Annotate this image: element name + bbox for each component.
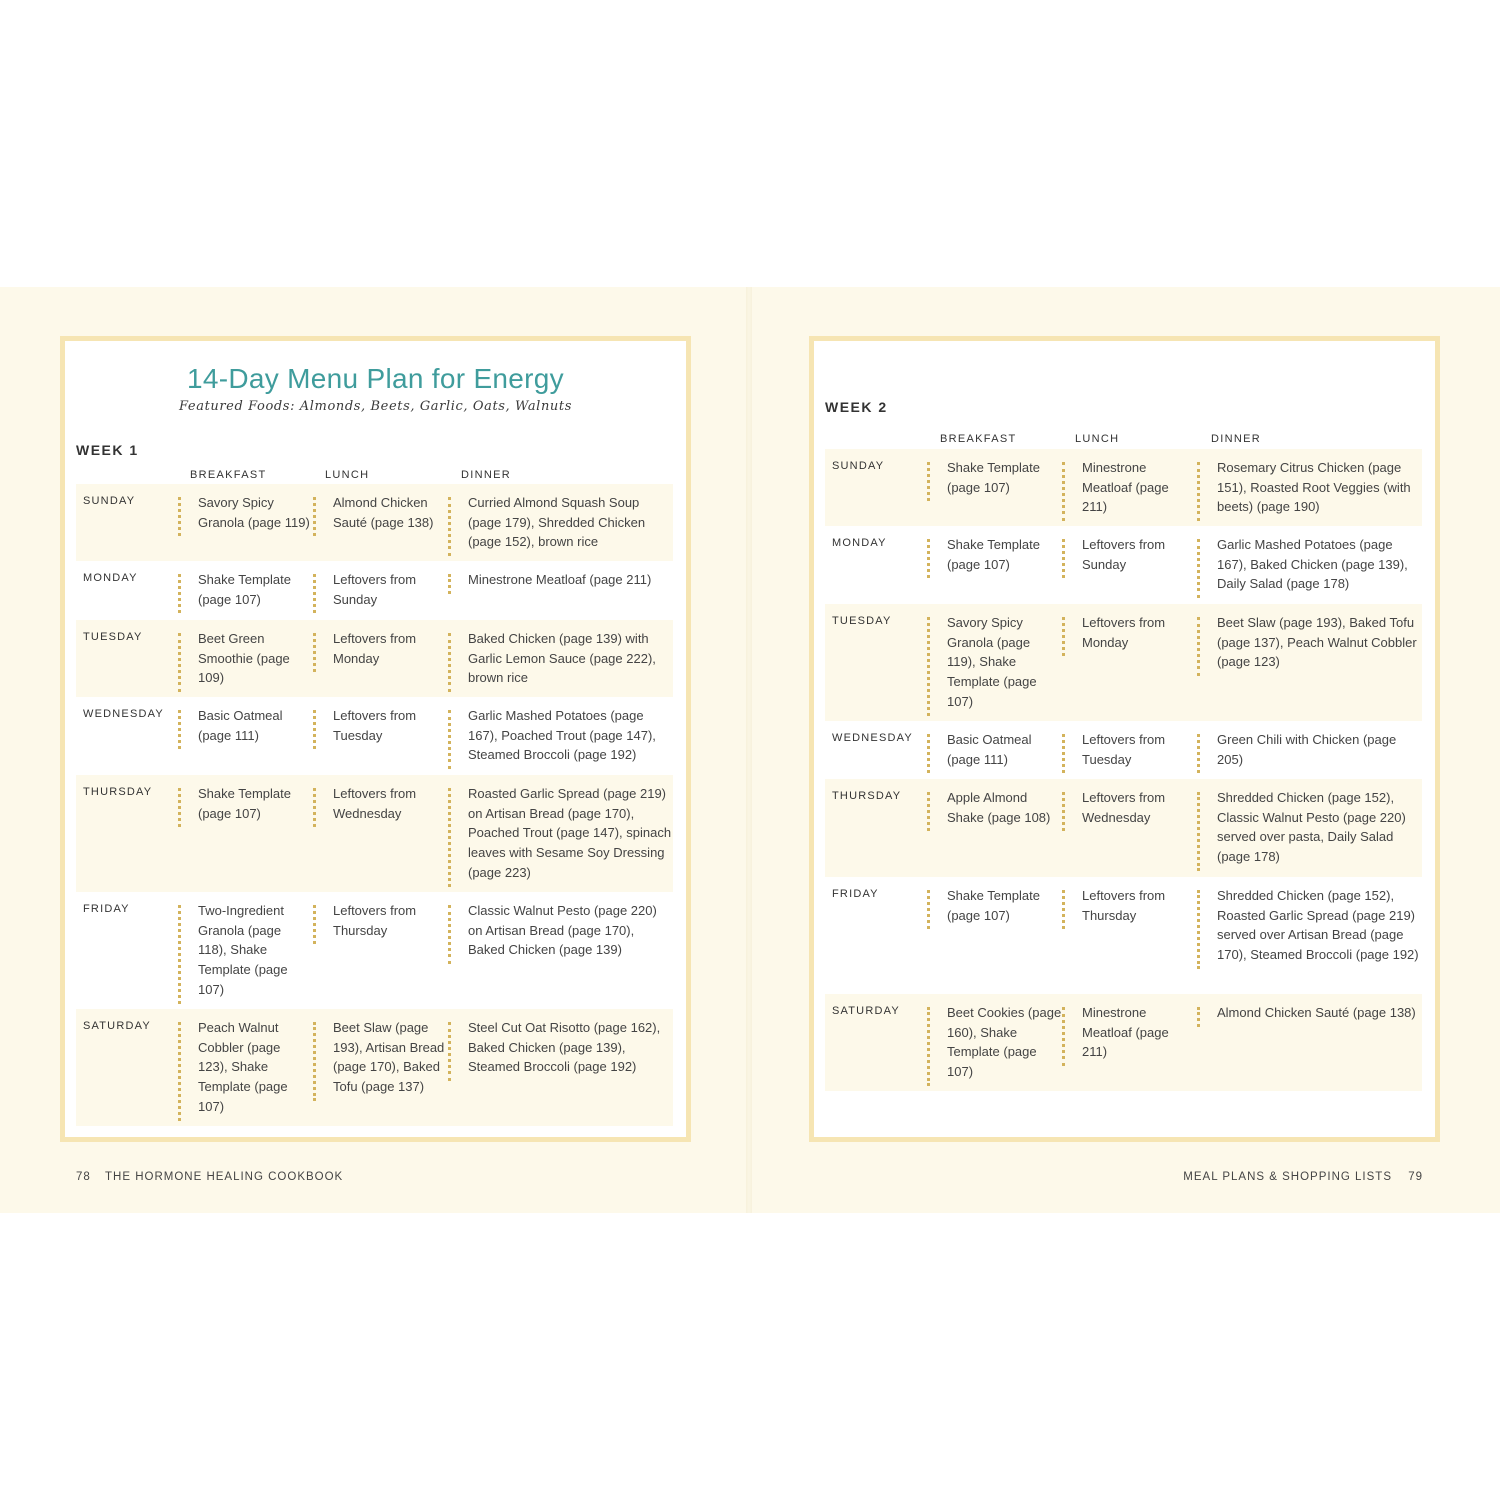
right-page-footer [1183,1171,1423,1183]
table-row [825,721,1422,779]
right-page-frame [809,336,1440,1142]
table-row [825,526,1422,604]
dinner-cell: Roasted Garlic Spread (page 219) on Artisan Bread (page 170), Poached Trout (page 147), spinach leaves with Sesame Soy Dressing (page 223) [448,784,673,883]
day-label: THURSDAY [832,790,902,802]
table-row [76,1009,673,1126]
day-label: MONDAY [832,537,887,549]
table-row [76,484,673,561]
breakfast-cell: Shake Template (page 107) [927,886,1062,925]
day-label: SUNDAY [832,460,885,472]
breakfast-cell: Beet Green Smoothie (page 109) [178,629,313,688]
dinner-cell: Rosemary Citrus Chicken (page 151), Roasted Root Veggies (with beets) (page 190) [1197,458,1422,517]
col-header-lunch: LUNCH [325,469,370,481]
dinner-cell: Green Chili with Chicken (page 205) [1197,730,1422,769]
day-label: SATURDAY [83,1020,151,1032]
table-row [825,604,1422,721]
lunch-cell: Leftovers from Sunday [313,570,448,609]
left-page-footer [76,1171,343,1183]
table-row [825,994,1422,1091]
breakfast-cell: Apple Almond Shake (page 108) [927,788,1062,827]
dinner-cell: Shredded Chicken (page 152), Classic Walnut Pesto (page 220) served over pasta, Daily Salad (page 178) [1197,788,1422,867]
table-row [76,620,673,697]
section-title: MEAL PLANS & SHOPPING LISTS [1183,1171,1392,1183]
breakfast-cell: Two-Ingredient Granola (page 118), Shake Template (page 107) [178,901,313,1000]
lunch-cell: Almond Chicken Sauté (page 138) [313,493,448,532]
week-1-table [76,484,673,1126]
breakfast-cell: Savory Spicy Granola (page 119), Shake Template (page 107) [927,613,1062,712]
breakfast-cell: Shake Template (page 107) [178,570,313,609]
week-2-table [825,449,1422,1091]
lunch-cell: Leftovers from Monday [313,629,448,668]
col-header-breakfast: BREAKFAST [940,433,1017,445]
dinner-cell: Classic Walnut Pesto (page 220) on Artisan Bread (page 170), Baked Chicken (page 139) [448,901,673,960]
book-title: THE HORMONE HEALING COOKBOOK [105,1171,344,1183]
dinner-cell: Minestrone Meatloaf (page 211) [448,570,673,590]
day-label: FRIDAY [832,888,879,900]
week-2-label: WEEK 2 [825,399,888,415]
lunch-cell: Leftovers from Sunday [1062,535,1197,574]
table-row [76,892,673,1009]
left-page-frame [60,336,691,1142]
lunch-cell: Leftovers from Tuesday [313,706,448,745]
table-row [76,775,673,892]
lunch-cell: Leftovers from Tuesday [1062,730,1197,769]
dinner-cell: Curried Almond Squash Soup (page 179), Shredded Chicken (page 152), brown rice [448,493,673,552]
day-label: WEDNESDAY [832,732,913,744]
breakfast-cell: Shake Template (page 107) [178,784,313,823]
page-number: 78 [76,1171,91,1183]
col-header-dinner: DINNER [1211,433,1261,445]
table-row [76,697,673,775]
table-row [825,779,1422,877]
week-1-label: WEEK 1 [76,442,139,458]
breakfast-cell: Shake Template (page 107) [927,458,1062,497]
day-label: THURSDAY [83,786,153,798]
dinner-cell: Baked Chicken (page 139) with Garlic Lemon Sauce (page 222), brown rice [448,629,673,688]
table-row [76,561,673,620]
day-label: TUESDAY [832,615,892,627]
page-title: 14-Day Menu Plan for Energy [187,363,564,394]
breakfast-cell: Basic Oatmeal (page 111) [178,706,313,745]
day-label: SUNDAY [83,495,136,507]
col-header-lunch: LUNCH [1075,433,1120,445]
lunch-cell: Minestrone Meatloaf (page 211) [1062,458,1197,517]
dinner-cell: Garlic Mashed Potatoes (page 167), Poached Trout (page 147), Steamed Broccoli (page 192) [448,706,673,765]
book-gutter [746,287,752,1213]
day-label: TUESDAY [83,631,143,643]
table-row [825,449,1422,526]
dinner-cell: Steel Cut Oat Risotto (page 162), Baked Chicken (page 139), Steamed Broccoli (page 192) [448,1018,673,1077]
lunch-cell: Leftovers from Monday [1062,613,1197,652]
page-number: 79 [1408,1171,1423,1183]
col-header-dinner: DINNER [461,469,511,481]
day-label: FRIDAY [83,903,130,915]
breakfast-cell: Shake Template (page 107) [927,535,1062,574]
dinner-cell: Beet Slaw (page 193), Baked Tofu (page 137), Peach Walnut Cobbler (page 123) [1197,613,1422,672]
day-label: WEDNESDAY [83,708,164,720]
table-row [825,877,1422,994]
dinner-cell: Shredded Chicken (page 152), Roasted Garlic Spread (page 219) served over Artisan Bread (page 170), Steamed Broccoli (page 192) [1197,886,1422,965]
breakfast-cell: Beet Cookies (page 160), Shake Template (page 107) [927,1003,1062,1082]
day-label: MONDAY [83,572,138,584]
breakfast-cell: Peach Walnut Cobbler (page 123), Shake Template (page 107) [178,1018,313,1117]
book-spread [0,287,1500,1213]
lunch-cell: Leftovers from Thursday [1062,886,1197,925]
featured-foods-subtitle: Featured Foods: Almonds, Beets, Garlic, Oats, Walnuts [179,399,572,414]
lunch-cell: Leftovers from Thursday [313,901,448,940]
lunch-cell: Leftovers from Wednesday [1062,788,1197,827]
lunch-cell: Beet Slaw (page 193), Artisan Bread (page 170), Baked Tofu (page 137) [313,1018,448,1097]
breakfast-cell: Basic Oatmeal (page 111) [927,730,1062,769]
lunch-cell: Minestrone Meatloaf (page 211) [1062,1003,1197,1062]
day-label: SATURDAY [832,1005,900,1017]
dinner-cell: Almond Chicken Sauté (page 138) [1197,1003,1422,1023]
dinner-cell: Garlic Mashed Potatoes (page 167), Baked Chicken (page 139), Daily Salad (page 178) [1197,535,1422,594]
lunch-cell: Leftovers from Wednesday [313,784,448,823]
breakfast-cell: Savory Spicy Granola (page 119) [178,493,313,532]
col-header-breakfast: BREAKFAST [190,469,267,481]
